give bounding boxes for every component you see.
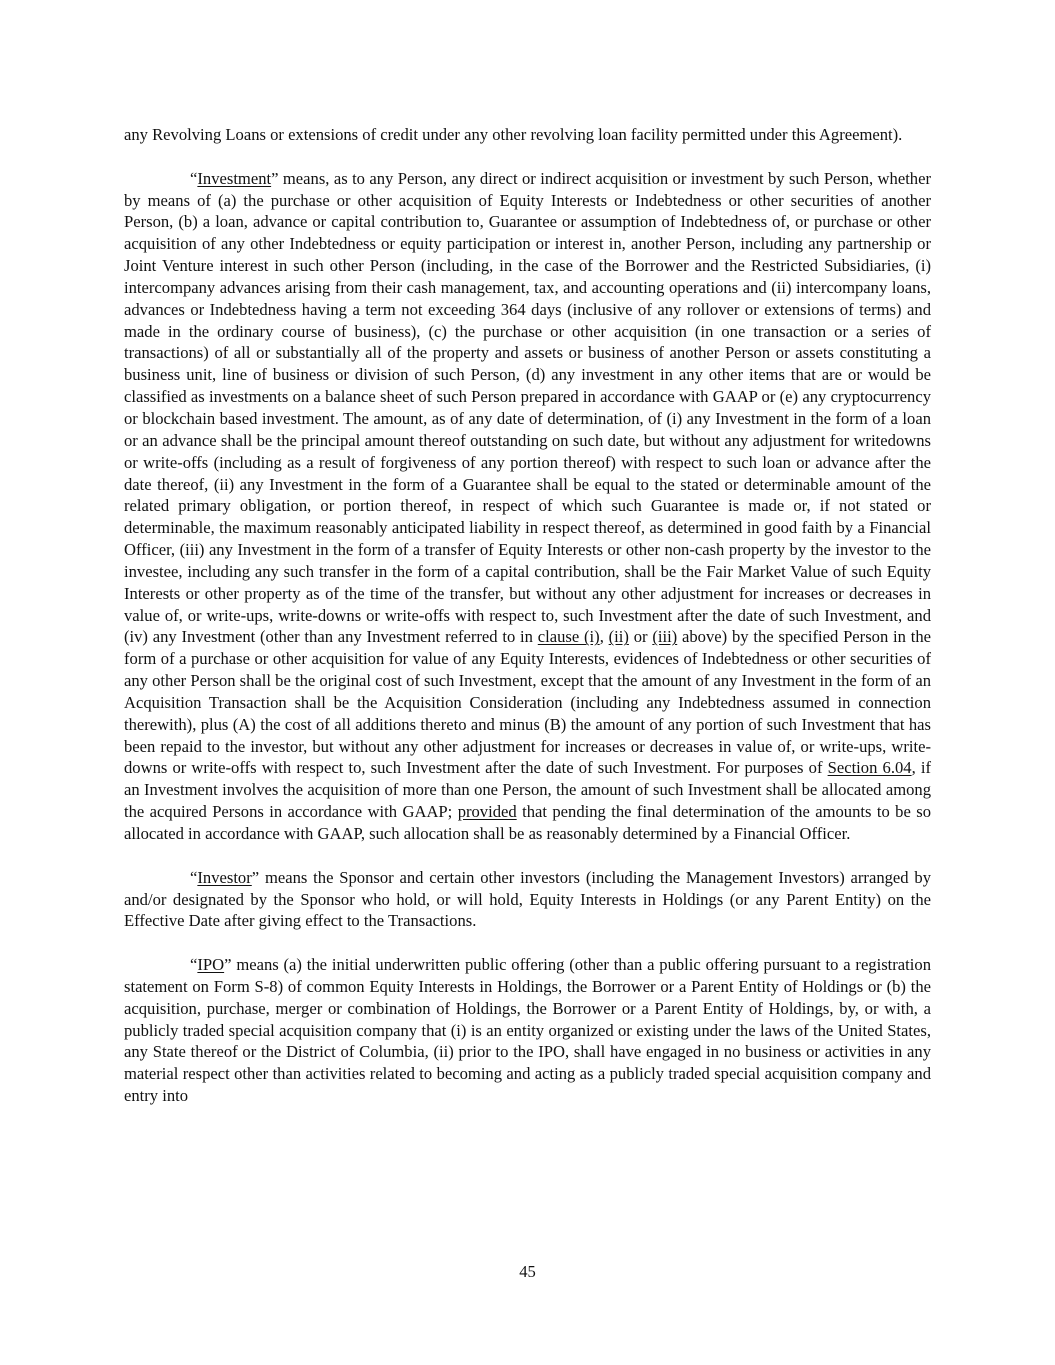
document-page [124,124,931,1129]
defined-term-ipo: IPO [197,955,225,975]
defined-term-investment: Investment [197,168,272,188]
investor-text: means the Sponsor and certain other investors (including the Management Investors) arranged by and/or designated by the Sponsor who hold, or will hold, Equity Interests in Holdings (or any Parent Entity) on the Effective Date after giving effect to the Transactions. [124,867,931,931]
ref-section-6-04: Section 6.04 [827,758,912,778]
open-quote: “ [190,955,198,975]
separator: or [628,627,653,647]
ref-clause-iii: (iii) [652,627,678,647]
close-quote: ” [251,867,260,887]
investment-text-2: above) by the specified Person in the form of a purchase or other acquisition for value of any Equity Interests, evidences of Indebtedness or other securities of any other Person shall be the original cost of such Investment, except that the amount of any Investment in the form of an Acquisition Transaction shall be the Acquisition Consideration (including any Indebtedness assumed in connection therewith), plus (A) the cost of all additions thereto and minus (B) the amount of any portion of such Investment that has been repaid to the investor, but without any other adjustment for increases or decreases in value of, or write-ups, write-downs or write-offs with respect to, such Investment after the date of such Investment. For purposes of [124,627,932,778]
ref-clause-i: clause (i) [537,627,600,647]
carryover-paragraph [124,124,931,146]
investor-definition [124,867,931,933]
defined-term-investor: Investor [197,867,252,887]
investment-text-1: means, as to any Person, any direct or indirect acquisition or investment by such Person, whether by means of (a) the purchase or other acquisition of Equity Interests or Indebtedness or other securities of another Person, (b) a loan, advance or capital contribution to, Guarantee or assumption of Indebtedness of, or purchase or other acquisition of any other Indebtedness or equity participation or interest in, another Person, including any partnership or Joint Venture interest in such other Person (including, in the case of the Borrower and the Restricted Subsidiaries, (i) intercompany advances arising from their cash management, tax, and accounting operations and (ii) intercompany loans, advances or Indebtedness having a term not exceeding 364 days (inclusive of any rollover or extensions of terms) and made in the ordinary course of business), (c) the purchase or other acquisition (in one transaction or a series of transactions) of all or substantially all of the property and assets or business of another Person or assets constituting a business unit, line of business or division of such Person, (d) any investment in any other items that are or would be classified as investments on a balance sheet of such Person prepared in accordance with GAAP or (e) any cryptocurrency or blockchain based investment. The amount, as of any date of determination, of (i) any Investment in the form of a loan or an advance shall be the principal amount thereof outstanding on such date, but without any adjustment for writedowns or write-offs (including as a result of forgiveness of any portion thereof) with respect to such loan or advance after the date thereof, (ii) any Investment in the form of a Guarantee shall be equal to the stated or determinable amount of the related primary obligation, or portion thereof, in respect of which such Guarantee is made or, if not stated or determinable, the maximum reasonably anticipated liability in respect thereof, as determined in good faith by a Financial Officer, (iii) any Investment in the form of a transfer of Equity Interests or other non-cash property by the investor to the investee, including any such transfer in the form of a capital contribution, shall be the Fair Market Value of such Equity Interests or other property as of the time of the transfer, but without any other adjustment for increases or decreases in value of, or write-ups, write-downs or write-offs with respect to, such Investment after the date of such Investment, and (iv) any Investment (other than any Investment referred to in [124,168,931,647]
close-quote: ” [224,955,232,975]
page-number: 45 [519,1262,536,1281]
investment-text-3: , if an Investment involves the acquisition of more than one Person, the amount of such Investment shall be allocated among the acquired Persons in accordance with GAAP; [124,758,931,822]
separator: , [599,627,609,647]
open-quote: “ [190,867,198,887]
ipo-definition [124,954,931,1107]
carryover-text: any Revolving Loans or extensions of credit under any other revolving loan facility permitted under this Agreement). [124,125,903,144]
investment-definition [124,168,931,845]
open-quote: “ [190,168,198,188]
provided-term: provided [457,802,517,822]
ref-clause-ii: (ii) [608,627,629,647]
investment-text-4: that pending the final determination of the amounts to be so allocated in accordance with GAAP, such allocation shall be as reasonably determined by a Financial Officer. [124,802,931,843]
close-quote: ” [271,168,279,188]
ipo-text: means (a) the initial underwritten public offering (other than a public offering pursuant to a registration statement on Form S-8) of common Equity Interests in Holdings, the Borrower or a Parent Entity of Holdings or (b) the acquisition, purchase, merger or combination of Holdings, the Borrower or a Parent Entity of Holdings, by, or with, a publicly traded special acquisition company that (i) is an entity organized or existing under the laws of the United States, any State thereof or the District of Columbia, (ii) prior to the IPO, shall have engaged in no business or activities in any material respect other than activities related to becoming and acting as a publicly traded special acquisition company and entry into [124,955,931,1106]
